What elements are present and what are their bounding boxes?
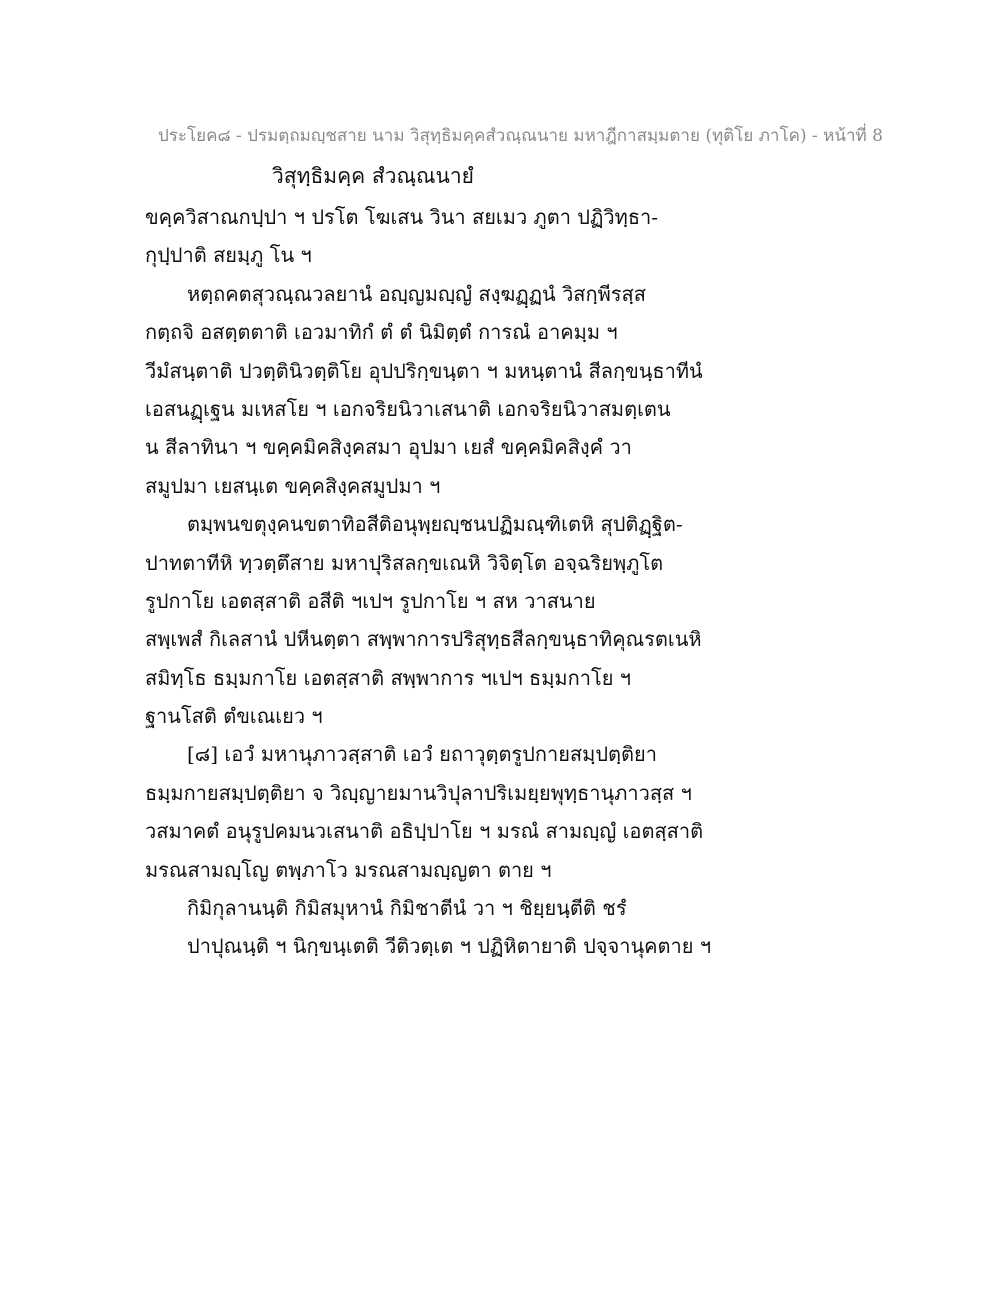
text-line: รูปกาโย เอตสฺสาติ อสีติ ฯเปฯ รูปกาโย ฯ สห วาสนาย (145, 588, 596, 613)
text-line: วสมาคตํ อนุรูปคมนวเสนาติ อธิปฺปาโย ฯ มรณํ สามญฺญํ เอตสฺสาติ (145, 819, 704, 844)
text-line: กิมิกุลานนฺติ กิมิสมุหานํ กิมิชาตีนํ วา ฯ ชิยฺยนฺตีติ ชรํ (187, 896, 627, 921)
text-line: วีมํสนฺตาติ ปวตฺตินิวตฺติโย อุปปริกฺขนฺตา ฯ มหนฺตานํ สีลกฺขนฺธาทีนํ (145, 358, 703, 383)
text-line: สมิทฺโธ ธมฺมกาโย เอตสฺสาติ สพฺพาการ ฯเปฯ ธมฺมกาโย ฯ (145, 665, 631, 690)
text-line: สมูปมา เยสนฺเต ขคฺคสิงฺคสมูปมา ฯ (145, 473, 441, 498)
text-line: ธมฺมกายสมฺปตฺติยา จ วิญฺญายมานวิปุลาปริเมยฺยพุทฺธานุภาวสฺส ฯ (145, 780, 692, 805)
page-subtitle: วิสุทฺธิมคฺค สํวณฺณนายํ (272, 164, 474, 188)
text-line: ปาปุณนฺติ ฯ นิกฺขนฺเตติ วีติวตฺเต ฯ ปฏิหิตายาติ ปจฺจานุคตาย ฯ (187, 934, 712, 959)
text-line: ขคฺควิสาณกปฺปา ฯ ปรโต โฆเสน วินา สยเมว ภูตา ปฏิวิทฺธา- (145, 205, 659, 229)
text-line: ฐานโสติ ตํขเณเยว ฯ (145, 704, 323, 729)
text-line: ปาทตาทีหิ ทฺวตฺตึสาย มหาปุริสลกฺขเณหิ วิจิตฺโต อจฺฉริยพฺภูโต (145, 550, 664, 575)
text-line: กุปฺปาติ สยมฺภู โน ฯ (145, 243, 312, 268)
text-line: สพฺเพสํ กิเลสานํ ปหีนตฺตา สพฺพาการปริสุทฺธสีลกฺขนฺธาทิคุณรตเนหิ (145, 627, 702, 652)
text-line: ตมฺพนขตุงฺคนขตาทิอสีติอนุพฺยญฺชนปฏิมณฺฑิเตหิ สุปติฏฺฐิต- (187, 512, 683, 537)
text-line: เอสนฏฺเฐน มเหสโย ฯ เอกจริยนิวาเสนาติ เอกจริยนิวาสมตฺเตน (145, 396, 671, 421)
running-header: ประโยค๘ - ปรมตฺถมญฺชสาย นาม วิสุทฺธิมคฺคสํวณฺณนาย มหาฎีกาสมฺมตาย (ทุติโย ภาโค) - หน้าที่ 8 (158, 126, 883, 146)
text-line: [๘] เอวํ มหานุภาวสฺสาติ เอวํ ยถาวุตฺตรูปกายสมฺปตฺติยา (187, 742, 657, 767)
text-line: กตฺถจิ อสตฺตตาติ เอวมาทิกํ ตํ ตํ นิมิตฺตํ การณํ อาคมฺม ฯ (145, 320, 618, 345)
text-line: น สีลาทินา ฯ ขคฺคมิคสิงฺคสมา อุปมา เยสํ ขคฺคมิคสิงฺคํ วา (145, 435, 632, 460)
text-line: หตฺถคตสุวณฺณวลยานํ อญฺญมญฺญํ สงฺฆฏฺฏนํ วิสกฺพีรสฺส (187, 281, 646, 306)
body-text (145, 198, 712, 966)
text-line: มรณสามญฺโญ ตพฺภาโว มรณสามญฺญตา ตาย ฯ (145, 857, 552, 882)
